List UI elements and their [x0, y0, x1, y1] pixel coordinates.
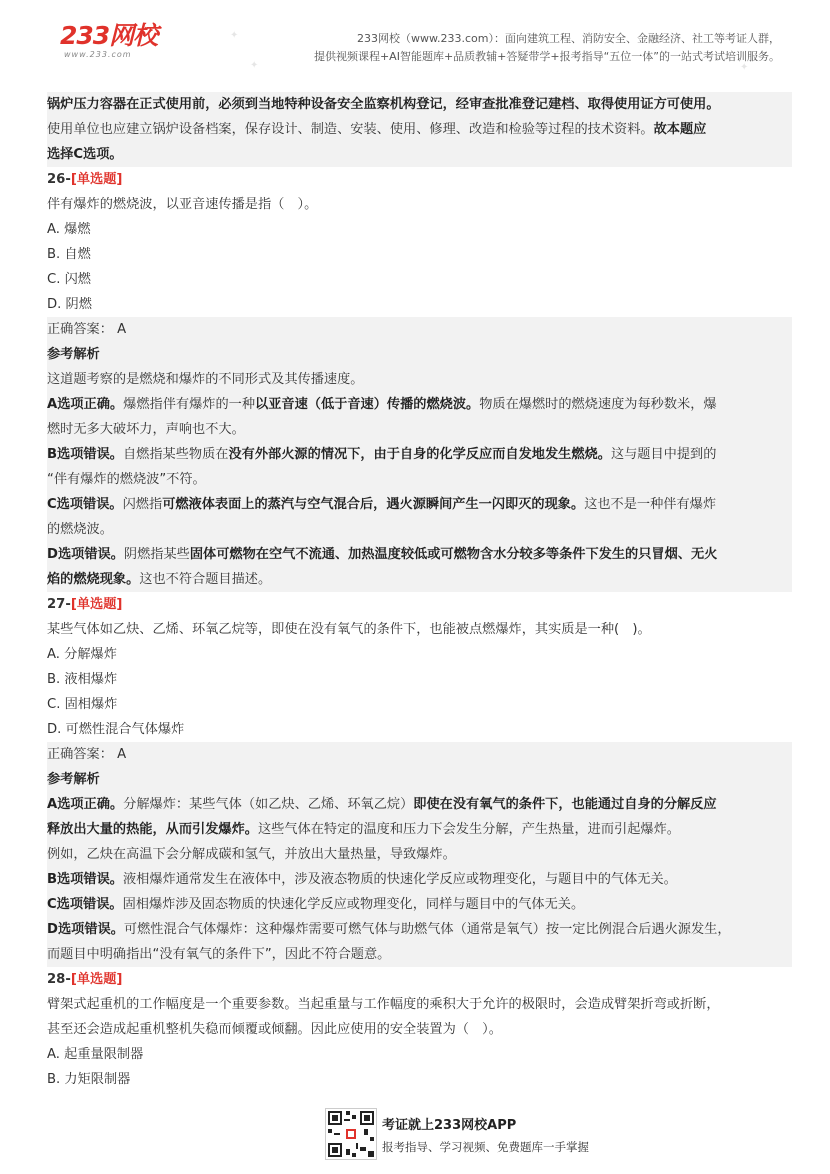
header-description: [260, 30, 780, 66]
analysis-line: 例如，乙炔在高温下会分解成碳和氢气，并放出大量热量，导致爆炸。: [47, 842, 792, 867]
header-line-2: 提供视频课程+AI智能题库+品质教辅+答疑带学+报考指导“五位一体”的一站式考试培训服务。: [313, 50, 780, 63]
watermark-dot-icon: ✦: [230, 30, 239, 41]
analysis-line: 选择C选项。: [47, 142, 792, 167]
analysis-line: 使用单位也应建立锅炉设备档案，保存设计、制造、安装、使用、修理、改造和检验等过程的技术资料。故本题应: [47, 117, 792, 142]
analysis-line: 的燃烧波。: [47, 517, 792, 542]
analysis-title: 参考解析: [47, 342, 792, 367]
watermark-dot-icon: ✦: [250, 60, 259, 71]
question-stem: 臂架式起重机的工作幅度是一个重要参数。当起重量与工作幅度的乘积大于允许的极限时，会造成臂架折弯或折断，: [47, 997, 720, 1012]
analysis-line: 锅炉压力容器在正式使用前，必须到当地特种设备安全监察机构登记，经审查批准登记建档、取得使用证方可使用。: [47, 92, 792, 117]
analysis-line: “伴有爆炸的燃烧波”不符。: [47, 467, 792, 492]
option-c[interactable]: C. 闪燃: [47, 272, 91, 287]
analysis-line: B选项错误。液相爆炸通常发生在液体中，涉及液态物质的快速化学反应或物理变化，与题目中的气体无关。: [47, 867, 792, 892]
question-type-badge: [单选题]: [70, 597, 123, 612]
logo-url: www.233.com: [64, 50, 132, 59]
site-logo[interactable]: [60, 22, 180, 62]
correct-answer: 正确答案： A: [47, 742, 792, 767]
analysis-line: B选项错误。自燃指某些物质在没有外部火源的情况下，由于自身的化学反应而自发地发生燃烧。这与题目中提到的: [47, 442, 792, 467]
option-c[interactable]: C. 固相爆炸: [47, 697, 118, 712]
option-b[interactable]: B. 力矩限制器: [47, 1072, 131, 1087]
option-b[interactable]: B. 液相爆炸: [47, 672, 118, 687]
analysis-line: C选项错误。闪燃指可燃液体表面上的蒸汽与空气混合后，遇火源瞬间产生一闪即灭的现象。这也不是一种伴有爆炸: [47, 492, 792, 517]
option-a[interactable]: A. 爆燃: [47, 222, 91, 237]
question-type-badge: [单选题]: [70, 172, 123, 187]
analysis-line: 而题目中明确指出“没有氧气的条件下”，因此不符合题意。: [47, 942, 792, 967]
question-header: 26-[单选题]: [47, 172, 123, 187]
analysis-line: D选项错误。阴燃指某些固体可燃物在空气不流通、加热温度较低或可燃物含水分较多等条件下发生的只冒烟、无火: [47, 542, 792, 567]
footer-title: 考证就上233网校APP: [382, 1118, 517, 1133]
analysis-line: 释放出大量的热能，从而引发爆炸。这些气体在特定的温度和压力下会发生分解，产生热量，进而引起爆炸。: [47, 817, 792, 842]
analysis-line: A选项正确。分解爆炸：某些气体（如乙炔、乙烯、环氧乙烷）即使在没有氧气的条件下，也能通过自身的分解反应: [47, 792, 792, 817]
question-content: [47, 92, 792, 1092]
option-d[interactable]: D. 阴燃: [47, 297, 92, 312]
logo-text: 233网校: [60, 21, 158, 50]
header-line-1: 233网校（www.233.com）：面向建筑工程、消防安全、金融经济、社工等考证人群，: [357, 32, 780, 45]
qr-code-icon[interactable]: [325, 1108, 377, 1160]
analysis-title: 参考解析: [47, 767, 792, 792]
option-b[interactable]: B. 自燃: [47, 247, 91, 262]
analysis-line: C选项错误。固相爆炸涉及固态物质的快速化学反应或物理变化，同样与题目中的气体无关。: [47, 892, 792, 917]
question-stem: 甚至还会造成起重机整机失稳而倾覆或倾翻。因此应使用的安全装置为（ ）。: [47, 1022, 502, 1037]
analysis-line: A选项正确。爆燃指伴有爆炸的一种以亚音速（低于音速）传播的燃烧波。物质在爆燃时的燃烧速度为每秒数米，爆: [47, 392, 792, 417]
analysis-line: D选项错误。可燃性混合气体爆炸：这种爆炸需要可燃气体与助燃气体（通常是氧气）按一定比例混合后遇火源发生，: [47, 917, 792, 942]
correct-answer: 正确答案： A: [47, 317, 792, 342]
question-header: 28-[单选题]: [47, 972, 123, 987]
option-a[interactable]: A. 起重量限制器: [47, 1047, 144, 1062]
watermark-dot-icon: ✦: [740, 62, 749, 73]
analysis-line: 焰的燃烧现象。这也不符合题目描述。: [47, 567, 792, 592]
question-header: 27-[单选题]: [47, 597, 123, 612]
page-header: [0, 0, 830, 86]
question-type-badge: [单选题]: [70, 972, 123, 987]
question-stem: 伴有爆炸的燃烧波，以亚音速传播是指（ ）。: [47, 197, 318, 212]
question-stem: 某些气体如乙炔、乙烯、环氧乙烷等，即使在没有氧气的条件下，也能被点燃爆炸，其实质是一种( )。: [47, 622, 651, 637]
analysis-line: 燃时无多大破坏力，声响也不大。: [47, 417, 792, 442]
footer-subtitle: 报考指导、学习视频、免费题库一手掌握: [382, 1140, 589, 1154]
option-d[interactable]: D. 可燃性混合气体爆炸: [47, 722, 185, 737]
page-footer: [325, 1106, 645, 1164]
analysis-line: 这道题考察的是燃烧和爆炸的不同形式及其传播速度。: [47, 367, 792, 392]
option-a[interactable]: A. 分解爆炸: [47, 647, 117, 662]
